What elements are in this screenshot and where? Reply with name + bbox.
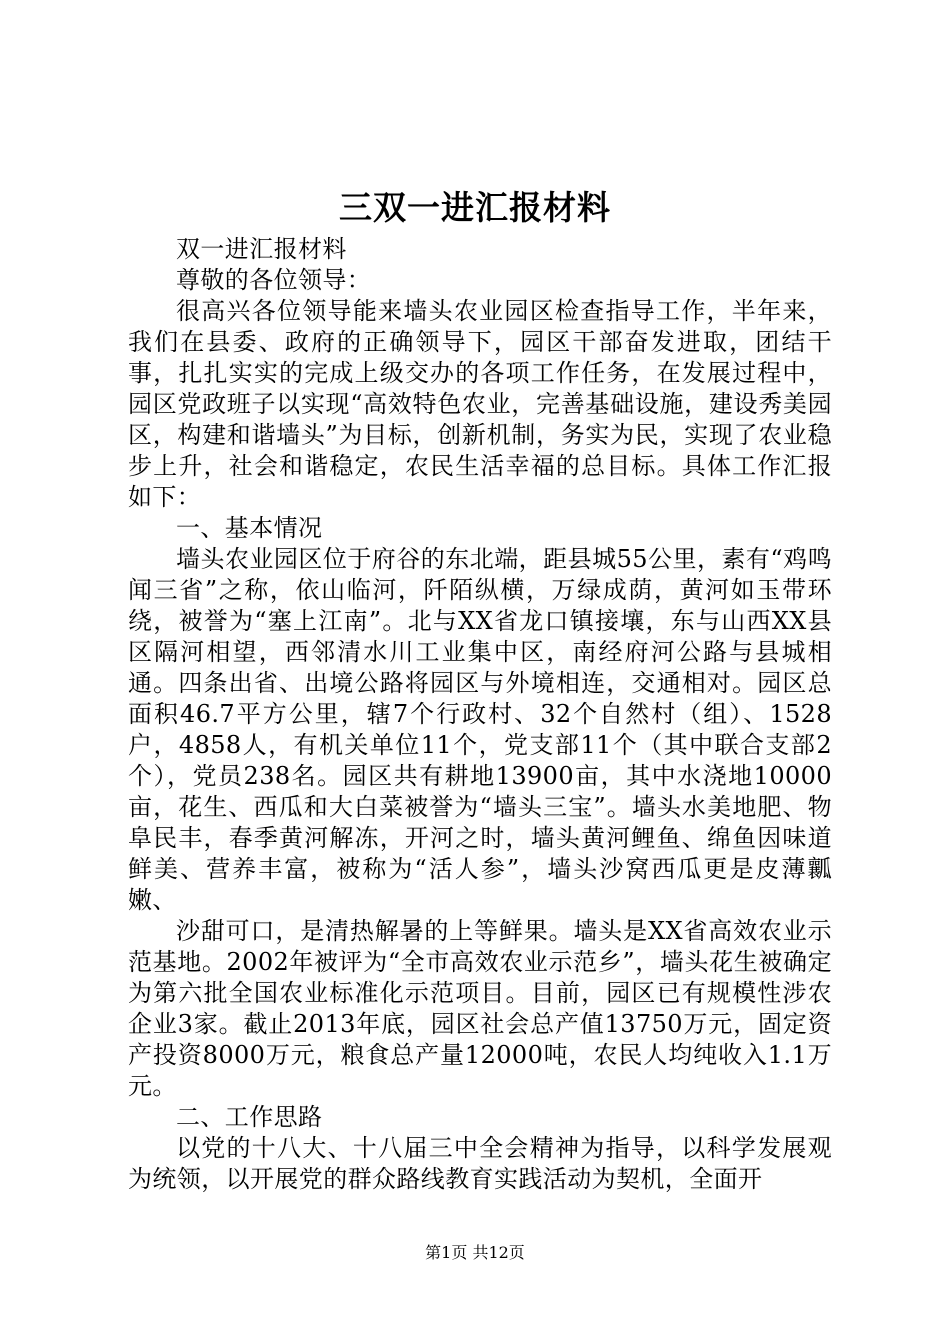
document-title: 三双一进汇报材料 [339, 188, 611, 227]
section-heading-work-ideas: 二、工作思路 [176, 1103, 323, 1131]
paragraph-basic-situation-continued: 沙甜可口，是清热解暑的上等鲜果。墙头是XX省高效农业示范基地。2002年被评为“全市高效农业示范乡”，墙头花生被确定为第六批全国农业标准化示范项目。目前，园区已有规模性涉农企业3家。截止2013年底，园区社会总产值13750万元，固定资产投资8000万元，粮食总产量12000吨，农民人均纯收入1.1万元。 [128, 917, 832, 1100]
page-number-footer: 第1页 共12页 [425, 1243, 525, 1262]
paragraph-work-ideas: 以党的十八大、十八届三中全会精神为指导，以科学发展观为统领，以开展党的群众路线教育实践活动为契机，全面开 [128, 1134, 832, 1193]
document-body [128, 234, 832, 1195]
section-heading-basic-situation: 一、基本情况 [176, 514, 323, 542]
paragraph-basic-situation: 墙头农业园区位于府谷的东北端，距县城55公里，素有“鸡鸣闻三省”之称，依山临河，阡陌纵横，万绿成荫，黄河如玉带环绕，被誉为“塞上江南”。北与XX省龙口镇接壤，东与山西XX县区隔河相望，西邻清水川工业集中区，南经府河公路与县城相通。四条出省、出境公路将园区与外境相连，交通相对。园区总面积46.7平方公里，辖7个行政村、32个自然村（组）、1528户，4858人，有机关单位11个，党支部11个（其中联合支部2个），党员238名。园区共有耕地13900亩，其中水浇地10000亩，花生、西瓜和大白菜被誉为“墙头三宝”。墙头水美地肥、物阜民丰，春季黄河解冻，开河之时，墙头黄河鲤鱼、绵鱼因味道鲜美、营养丰富，被称为“活人参”，墙头沙窝西瓜更是皮薄瓤嫩、 [128, 545, 832, 914]
paragraph-heading: 双一进汇报材料 [176, 235, 347, 263]
paragraph-salutation: 尊敬的各位领导： [176, 266, 372, 294]
paragraph-intro: 很高兴各位领导能来墙头农业园区检查指导工作，半年来，我们在县委、政府的正确领导下，园区干部奋发进取，团结干事，扎扎实实的完成上级交办的各项工作任务，在发展过程中，园区党政班子以实现“高效特色农业，完善基础设施，建设秀美园区，构建和谐墙头”为目标，创新机制，务实为民，实现了农业稳步上升，社会和谐稳定，农民生活幸福的总目标。具体工作汇报如下： [128, 297, 832, 511]
